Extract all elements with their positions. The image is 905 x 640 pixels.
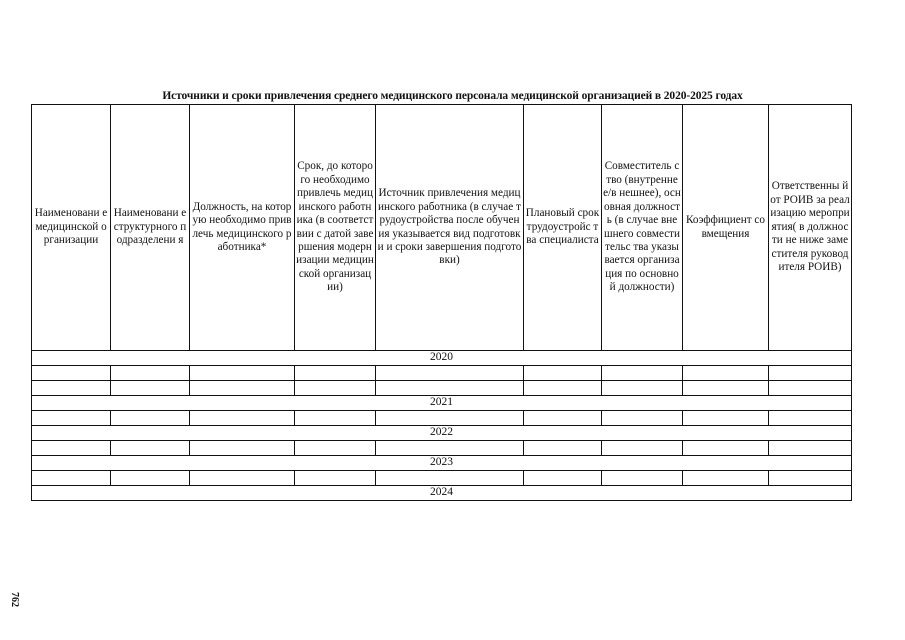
table-cell: [683, 441, 769, 456]
table-cell: [32, 366, 111, 381]
table-cell: [295, 471, 376, 486]
table-cell: [602, 441, 683, 456]
table-cell: [602, 471, 683, 486]
table-cell: [524, 411, 602, 426]
table-cell: [683, 381, 769, 396]
header-source: Источник привлечения медицинского работника (в случае трудоустройства после обучения указывается вид подготовки и сроки завершения подготовки): [376, 105, 524, 351]
table-cell: [32, 381, 111, 396]
table-cell: [190, 366, 295, 381]
header-planned-hire-date: Плановый срок трудоустройс тва специалиста: [524, 105, 602, 351]
table-cell: [111, 411, 190, 426]
year-label: 2024: [32, 486, 852, 501]
table-cell: [111, 381, 190, 396]
table-row: [32, 411, 852, 426]
year-label: 2020: [32, 351, 852, 366]
table-cell: [524, 366, 602, 381]
year-label: 2022: [32, 426, 852, 441]
table-cell: [602, 411, 683, 426]
table-cell: [769, 471, 852, 486]
table-cell: [769, 411, 852, 426]
table-cell: [376, 381, 524, 396]
table-cell: [32, 411, 111, 426]
table-cell: [376, 441, 524, 456]
table-row: [32, 381, 852, 396]
table-cell: [295, 381, 376, 396]
header-unit-name: Наименовани е структурного подразделени я: [111, 105, 190, 351]
year-row-2022: [32, 426, 852, 441]
header-responsible-person: Ответственны й от РОИВ за реализацию мероприятия( в должности не ниже заместителя руководителя РОИВ): [769, 105, 852, 351]
header-organization-name: Наименовани е медицинской организации: [32, 105, 111, 351]
table-cell: [524, 441, 602, 456]
header-deadline: Срок, до которого необходимо привлечь медицинского работника (в соответствии с датой завершения модернизации медицинской организации): [295, 105, 376, 351]
table-row: [32, 441, 852, 456]
header-part-time: Совместитель ство (внутреннее/в нешнее), основная должность (в случае внешнего совместительс тва указывается организация по основной должности): [602, 105, 683, 351]
year-row-2020: [32, 351, 852, 366]
table-cell: [376, 471, 524, 486]
year-row-2024: [32, 486, 852, 501]
table-cell: [190, 381, 295, 396]
table-cell: [602, 381, 683, 396]
table-row: [32, 366, 852, 381]
table-cell: [602, 366, 683, 381]
table-cell: [111, 471, 190, 486]
table-cell: [683, 366, 769, 381]
table-cell: [769, 441, 852, 456]
table-header-row: [32, 105, 852, 351]
table-cell: [376, 411, 524, 426]
table-cell: [190, 411, 295, 426]
page-number: 762: [9, 592, 20, 607]
table-cell: [295, 411, 376, 426]
personnel-sources-table: [31, 104, 852, 501]
table-cell: [32, 471, 111, 486]
table-cell: [190, 471, 295, 486]
year-row-2021: [32, 396, 852, 411]
table-cell: [32, 441, 111, 456]
table-cell: [524, 471, 602, 486]
year-row-2023: [32, 456, 852, 471]
year-label: 2023: [32, 456, 852, 471]
table-cell: [295, 441, 376, 456]
header-position: Должность, на которую необходимо привлечь медицинского работника*: [190, 105, 295, 351]
table-cell: [190, 441, 295, 456]
document-title: Источники и сроки привлечения среднего медицинского персонала медицинской организацией в 2020-2025 годах: [162, 90, 743, 102]
table-cell: [683, 411, 769, 426]
table-row: [32, 471, 852, 486]
table-cell: [683, 471, 769, 486]
table-cell: [524, 381, 602, 396]
table-cell: [376, 366, 524, 381]
table-cell: [769, 366, 852, 381]
table-cell: [111, 366, 190, 381]
year-label: 2021: [32, 396, 852, 411]
table-cell: [769, 381, 852, 396]
table-cell: [111, 441, 190, 456]
table-cell: [295, 366, 376, 381]
header-combination-coefficient: Коэффициент совмещения: [683, 105, 769, 351]
